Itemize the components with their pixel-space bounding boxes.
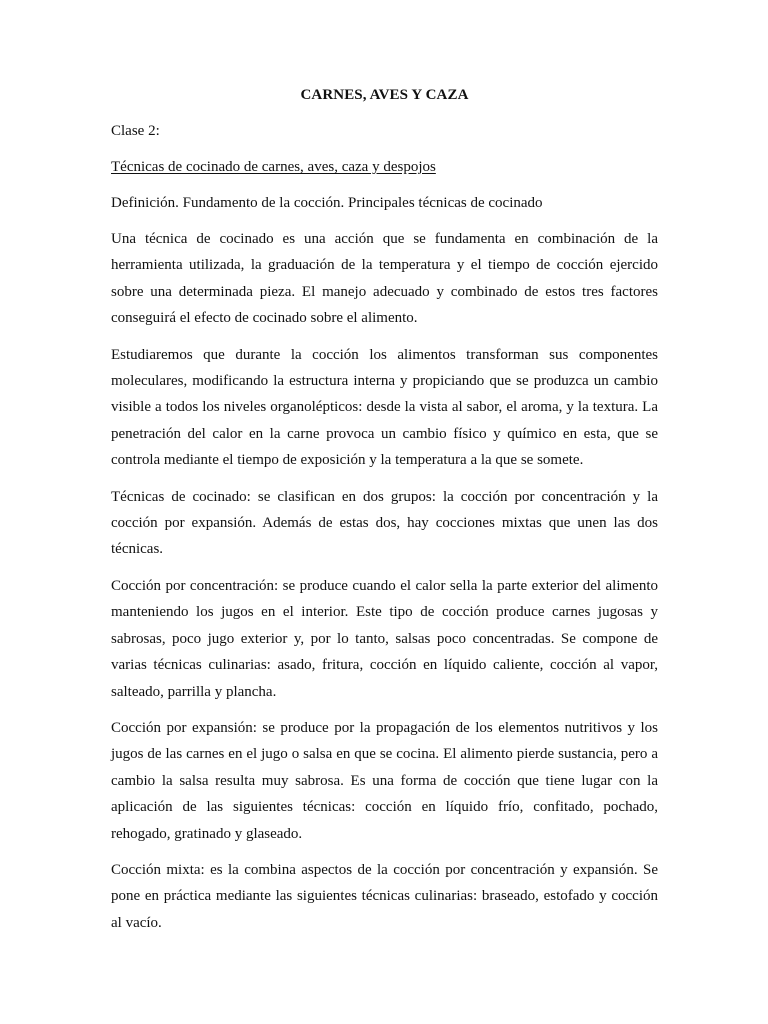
paragraph-expansion: Cocción por expansión: se produce por la propagación de los elementos nutritivos y los jugos de las carnes en el jugo o salsa en que se cocina. El alimento pierde sustancia, pero a cambio la salsa resulta muy sabrosa. Es una forma de cocción que tiene lugar con la aplicación de las siguientes técnicas: cocción en líquido frío, confitado, pochado, rehogado, gratinado y glaseado.	[111, 719, 658, 842]
class-label: Clase 2:	[111, 123, 160, 139]
paragraph-definition: Una técnica de cocinado es una acción que se fundamenta en combinación de la herramienta utilizada, la graduación de la temperatura y el tiempo de cocción ejercido sobre una determinada pieza. El manejo adecuado y combinado de estos tres factores conseguirá el efecto de cocinado sobre el alimento.	[111, 231, 658, 327]
paragraph-mixed: Cocción mixta: es la combina aspectos de la cocción por concentración y expansión. Se pone en práctica mediante las siguientes técnicas culinarias: braseado, estofado y cocción al vacío.	[111, 861, 658, 931]
document-body	[111, 82, 658, 946]
paragraph-concentration: Cocción por concentración: se produce cuando el calor sella la parte exterior del alimento manteniendo los jugos en el interior. Este tipo de cocción produce carnes jugosas y sabrosas, poco jugo exterior y, por lo tanto, salsas poco concentradas. Se compone de varias técnicas culinarias: asado, fritura, cocción en líquido caliente, cocción al vapor, salteado, parrilla y plancha.	[111, 577, 658, 700]
paragraph-cooking-groups: Técnicas de cocinado: se clasifican en dos grupos: la cocción por concentración y la cocción por expansión. Además de estas dos, hay cocciones mixtas que unen las dos técnicas.	[111, 488, 658, 558]
paragraph-transformation: Estudiaremos que durante la cocción los alimentos transforman sus componentes moleculares, modificando la estructura interna y propiciando que se produzca un cambio visible a todos los niveles organolépticos: desde la vista al sabor, el aroma, y la textura. La penetración del calor en la carne provoca un cambio físico y químico en esta, que se controla mediante el tiempo de exposición y la temperatura a la que se somete.	[111, 346, 658, 469]
document-title: CARNES, AVES Y CAZA	[300, 87, 469, 103]
definition-heading: Definición. Fundamento de la cocción. Principales técnicas de cocinado	[111, 195, 543, 211]
section-subtitle-text: Técnicas de cocinado de carnes, aves, caza y despojos	[111, 159, 436, 175]
section-subtitle	[111, 154, 658, 180]
